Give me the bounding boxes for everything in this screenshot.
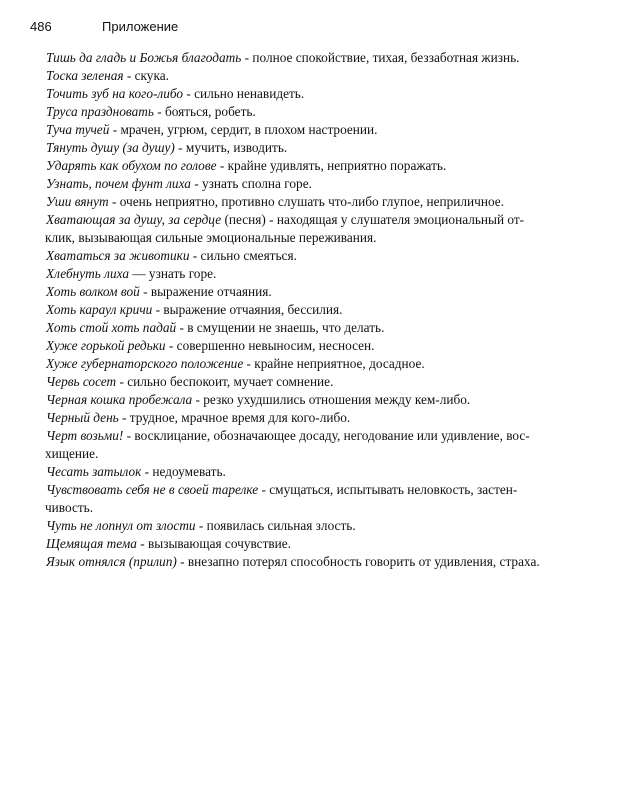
idiom-term: Черт возьми! xyxy=(46,428,124,443)
idiom-term: Щемящая тема xyxy=(46,536,137,551)
idiom-entry xyxy=(46,193,606,211)
idiom-definition: - сильно ненавидеть. xyxy=(183,86,305,101)
idiom-definition: - восклицание, обозначающее досаду, негодование или удивление, вос- xyxy=(123,428,530,443)
idiom-definition: - сильно беспокоит, мучает сомнение. xyxy=(116,374,334,389)
idiom-entry xyxy=(46,85,606,103)
idiom-definition: - узнать сполна горе. xyxy=(190,176,312,191)
idiom-definition: - резко ухудшились отношения между кем-либо. xyxy=(192,392,471,407)
idiom-term: Туча тучей xyxy=(46,122,110,137)
idiom-term: Ударять как обухом по голове xyxy=(46,158,217,173)
idiom-term: Уши вянут xyxy=(46,194,109,209)
section-title: Приложение xyxy=(102,19,179,34)
idiom-list xyxy=(46,49,606,571)
idiom-entry xyxy=(46,103,606,121)
idiom-entry xyxy=(46,319,606,337)
idiom-term: Хуже губернаторского положение xyxy=(46,356,244,371)
idiom-term: Труса праздновать xyxy=(46,104,154,119)
idiom-definition-continuation: чивость. xyxy=(45,500,94,515)
idiom-definition: - полное спокойствие, тихая, беззаботная жизнь. xyxy=(241,50,520,65)
idiom-term: Черный день xyxy=(46,410,119,425)
idiom-definition: - бояться, робеть. xyxy=(153,104,256,119)
idiom-definition: - мучить, изводить. xyxy=(174,140,288,155)
idiom-entry xyxy=(46,409,606,427)
idiom-term: Тоска зеленая xyxy=(46,68,124,83)
idiom-term: Хоть стой хоть падай xyxy=(46,320,177,335)
idiom-definition-continuation: хищение. xyxy=(45,446,99,461)
idiom-term: Хвататься за животики xyxy=(46,248,190,263)
idiom-term: Хоть караул кричи xyxy=(46,302,153,317)
idiom-definition: - выражение отчаяния. xyxy=(139,284,272,299)
idiom-entry xyxy=(46,121,606,139)
idiom-term: Хоть волком вой xyxy=(46,284,140,299)
idiom-term: Язык отнялся (прилип) xyxy=(46,554,177,569)
idiom-definition: - вызывающая сочувствие. xyxy=(136,536,292,551)
idiom-definition: - внезапно потерял способность говорить от удивления, страха. xyxy=(176,554,540,569)
idiom-definition: - в смущении не знаешь, что делать. xyxy=(176,320,385,335)
idiom-entry xyxy=(46,265,606,283)
idiom-term: Тишь да гладь и Божья благодать xyxy=(46,50,242,65)
idiom-definition: - очень неприятно, противно слушать что-либо глупое, неприличное. xyxy=(108,194,505,209)
idiom-term: Узнать, почем фунт лиха xyxy=(46,176,191,191)
idiom-entry xyxy=(46,49,606,67)
idiom-definition: - трудное, мрачное время для кого-либо. xyxy=(118,410,351,425)
idiom-term: Чувствовать себя не в своей тарелке xyxy=(46,482,259,497)
idiom-entry xyxy=(46,535,606,553)
page-header xyxy=(30,19,178,34)
idiom-entry xyxy=(46,553,606,571)
idiom-term: Хлебнуть лиха xyxy=(46,266,129,281)
idiom-definition: (песня) - находящая у слушателя эмоциональный от- xyxy=(221,212,525,227)
idiom-entry xyxy=(46,481,606,517)
idiom-definition: - совершенно невыносим, несносен. xyxy=(165,338,375,353)
idiom-term: Хватающая за душу, за сердце xyxy=(46,212,222,227)
idiom-term: Чесать затылок xyxy=(46,464,142,479)
idiom-entry xyxy=(46,175,606,193)
idiom-entry xyxy=(46,337,606,355)
idiom-entry xyxy=(46,157,606,175)
idiom-definition: - появилась сильная злость. xyxy=(195,518,356,533)
idiom-entry xyxy=(46,301,606,319)
idiom-entry xyxy=(46,247,606,265)
idiom-definition: - крайне неприятное, досадное. xyxy=(243,356,425,371)
idiom-term: Тянуть душу (за душу) xyxy=(46,140,175,155)
idiom-definition: - мрачен, угрюм, сердит, в плохом настроении. xyxy=(109,122,378,137)
idiom-term: Точить зуб на кого-либо xyxy=(46,86,184,101)
idiom-entry xyxy=(46,463,606,481)
page-number: 486 xyxy=(30,19,52,34)
idiom-term: Черная кошка пробежала xyxy=(46,392,193,407)
idiom-entry xyxy=(46,283,606,301)
idiom-entry xyxy=(46,391,606,409)
idiom-term: Чуть не лопнул от злости xyxy=(46,518,196,533)
idiom-term: Хуже горькой редьки xyxy=(46,338,166,353)
idiom-definition: - крайне удивлять, неприятно поражать. xyxy=(216,158,447,173)
idiom-definition: - сильно смеяться. xyxy=(189,248,297,263)
idiom-entry xyxy=(46,67,606,85)
idiom-definition: — узнать горе. xyxy=(128,266,217,281)
idiom-definition: - скука. xyxy=(123,68,169,83)
idiom-definition: - смущаться, испытывать неловкость, застен- xyxy=(258,482,518,497)
idiom-entry xyxy=(46,517,606,535)
idiom-definition: - недоумевать. xyxy=(141,464,226,479)
idiom-entry xyxy=(46,355,606,373)
idiom-entry xyxy=(46,427,606,463)
idiom-entry xyxy=(46,139,606,157)
idiom-entry xyxy=(46,211,606,247)
idiom-definition-continuation: клик, вызывающая сильные эмоциональные переживания. xyxy=(45,230,377,245)
idiom-entry xyxy=(46,373,606,391)
idiom-term: Червь сосет xyxy=(46,374,117,389)
idiom-definition: - выражение отчаяния, бессилия. xyxy=(152,302,343,317)
